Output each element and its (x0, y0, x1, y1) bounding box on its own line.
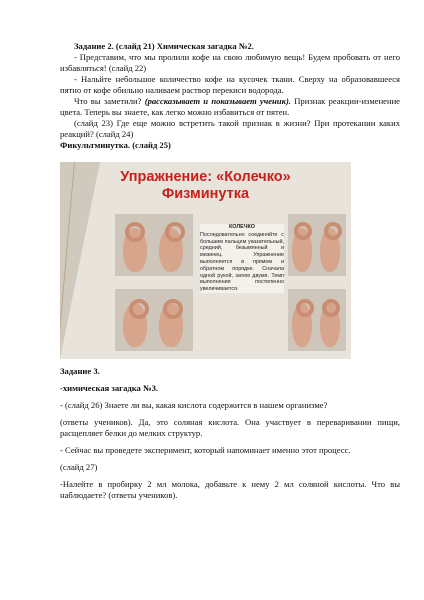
task3-paragraph-1: - (слайд 26) Знаете ли вы, какая кислота содержится в нашем организме? (60, 400, 328, 410)
hands-photo-top-right (288, 214, 346, 276)
task3-section (60, 366, 400, 501)
task2-paragraph-4: (слайд 23) Где еще можно встретить такой признак в жизни? При протекании каких реакций? (слайд 24) (60, 118, 400, 139)
p3-emphasis: (рассказывает и показывает ученик). (144, 96, 291, 106)
slide-title-line-1: Упражнение: «Колечко» (120, 169, 291, 185)
slide-caption-title: КОЛЕЧКО (229, 224, 255, 230)
hands-photo-top-left (115, 214, 193, 276)
slide-caption (200, 224, 284, 293)
hands-photo-bottom-left (115, 289, 193, 351)
task3-paragraph-2: (ответы учеников). Да, это соляная кислота. Она участвует в переваривании пищи, расщепляет белки до мелких структур. (60, 417, 400, 438)
task3-paragraph-5: -Налейте в пробирку 2 мл молока, добавьте к нему 2 мл соляной кислоты. Что вы наблюдаете? (ответы учеников). (60, 479, 400, 500)
task2-paragraph-3 (60, 96, 400, 118)
task3-subheading: -химическая загадка №3. (60, 383, 159, 393)
task2-section (60, 41, 400, 151)
slide-image (60, 162, 351, 359)
hands-photo-bottom-right (288, 289, 346, 351)
slide-title-line-2: Физминутка (161, 186, 250, 202)
task2-paragraph-1: - Представим, что мы пролили кофе на свою любимую вещь! Будем пробовать от него избавляться! (слайд 22) (60, 52, 400, 73)
p3-end: Признак реакции-изменение цвета. Теперь вы знаете, как легко можно избавиться от пятен. (60, 96, 400, 117)
slide-caption-text: Последовательно соединяйте с большим пальцем указательный, средний, безымянный и мизинец. Упражнение выполняется в прямом и обратном порядке. Сначала одной рукой, затем двумя. Темп выполнения постепенно увеличивается. (200, 231, 284, 293)
task3-heading: Задание 3. (60, 366, 100, 376)
slide-title (60, 169, 351, 203)
fizminutka-heading: Фикультминутка. (слайд 25) (60, 140, 171, 150)
task3-paragraph-4: (слайд 27) (60, 462, 98, 472)
task2-paragraph-2: - Нальйте небольшое количество кофе на кусочек ткани. Сверху на образовавшееся пятно от кофе обильно наливаем раствор перекиси водорода. (60, 74, 400, 95)
p3-start: Что вы заметили? (74, 96, 145, 106)
task3-paragraph-3: - Сейчас вы проведете эксперимент, который напоминает именно этот процесс. (60, 445, 351, 455)
task2-heading: Задание 2. (слайд 21) Химическая загадка №2. (74, 41, 254, 51)
